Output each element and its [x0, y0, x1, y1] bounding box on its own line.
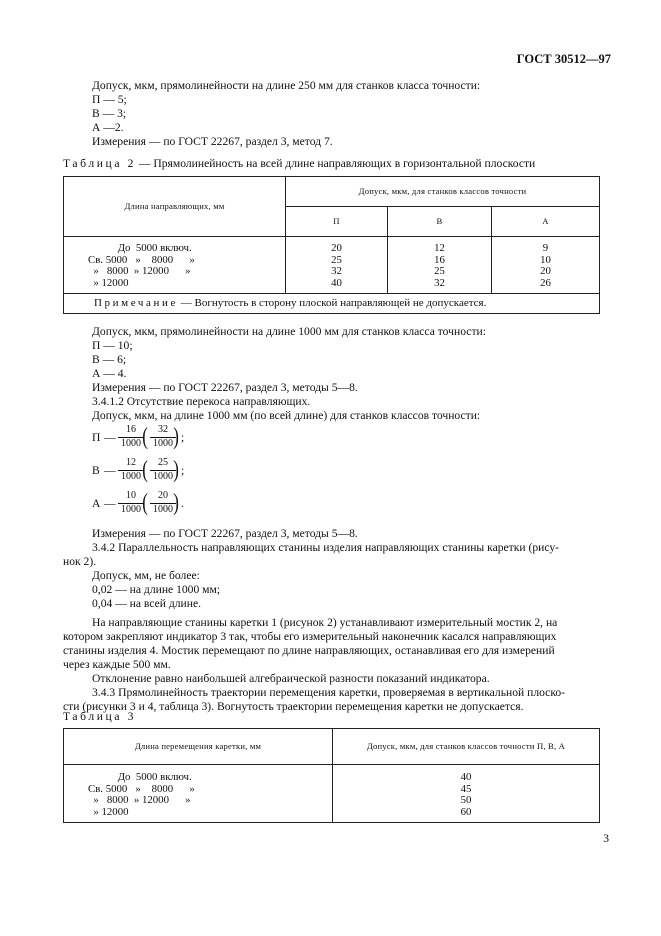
table3-values	[333, 765, 600, 823]
page-number: 3	[603, 832, 609, 845]
table2-class-p: П	[286, 207, 388, 237]
measurement-methods-5-8-repeat: Измерения — по ГОСТ 22267, раздел 3, методы 5—8.	[92, 527, 358, 540]
procedure-line2: котором закрепляют индикатор 3 так, чтобы его измерительный наконечник касался направляющих	[63, 630, 557, 643]
table3-header-length: Длина перемещения каретки, мм	[64, 729, 333, 765]
table2-length-cell	[64, 237, 286, 294]
document-code: ГОСТ 30512—97	[516, 52, 611, 66]
formula-dash: —	[104, 431, 116, 444]
skew-tolerance-intro: Допуск, мкм, на длине 1000 мм (по всей длине) для станков классов точности:	[92, 409, 481, 422]
table2	[63, 176, 600, 314]
table2-note: Примечание — Вогнутость в сторону плоской направляющей не допускается.	[64, 294, 600, 314]
tolerance-1000-intro: Допуск, мкм, прямолинейности на длине 1000 мм для станков класса точности:	[92, 325, 486, 338]
formula-numerator: 10	[126, 490, 136, 501]
parallel-tolerance-full: 0,04 — на всей длине.	[92, 597, 202, 610]
table2-values-a	[492, 237, 600, 294]
formula-denominator: 1000	[121, 504, 141, 515]
tolerance-1000-p: П — 10;	[92, 339, 133, 352]
formula-end: ;	[181, 464, 185, 477]
tolerance-class-p: П — 5;	[92, 93, 127, 106]
table2-values-p	[286, 237, 388, 294]
tolerance-1000-a: А — 4.	[92, 367, 127, 380]
table2-caption: Таблица 2 — Прямолинейность на всей длине направляющих в горизонтальной плоскости	[63, 157, 536, 170]
tolerance-class-a: А —2.	[92, 121, 124, 134]
table-cell: 25	[434, 265, 445, 277]
table-row: Св. 5000 » 8000 »	[88, 782, 195, 795]
formula-letter: В	[92, 464, 100, 477]
table-cell: 12	[434, 242, 445, 254]
formula-numerator: 12	[126, 457, 136, 468]
table-row: До 5000 включ.	[88, 771, 192, 783]
formula-numerator: 25	[158, 457, 168, 468]
procedure-line3: станины изделия 4. Мостик перемещают по длине направляющих, останавливая его для измерений	[63, 644, 555, 657]
table3-header-tolerance: Допуск, мкм, для станков классов точности П, В, А	[333, 729, 600, 765]
table-cell: 25	[331, 253, 342, 266]
formula-dash: —	[104, 497, 116, 510]
formula-denominator: 1000	[121, 471, 141, 482]
procedure-line4: через каждые 500 мм.	[63, 658, 171, 671]
table2-header-length: Длина направляющих, мм	[64, 177, 286, 237]
formula-numerator: 32	[158, 424, 168, 435]
table2-header-tolerance: Допуск, мкм, для станков классов точности	[286, 177, 600, 207]
formula-end: ;	[181, 431, 185, 444]
parallel-tolerance-1000: 0,02 — на длине 1000 мм;	[92, 583, 221, 596]
section-3-4-3-line2: сти (рисунки 3 и 4, таблица 3). Вогнутость траектории перемещения каретки не допускается.	[63, 700, 524, 713]
table-cell: 16	[434, 253, 445, 266]
table-cell: 40	[460, 771, 472, 783]
table-row: » 8000 » 12000 »	[88, 265, 191, 277]
formula-denominator: 1000	[153, 471, 173, 482]
table-cell: 26	[540, 276, 551, 289]
table-cell: 50	[460, 794, 472, 806]
parallel-tolerance-intro: Допуск, мм, не более:	[92, 569, 200, 582]
table-row: » 12000	[88, 805, 129, 818]
table-cell: 32	[331, 265, 342, 277]
section-3-4-1-2: 3.4.1.2 Отсутствие перекоса направляющих.	[92, 395, 311, 408]
section-3-4-2-line1: 3.4.2 Параллельность направляющих станины изделия направляющих станины каретки (рису-	[92, 541, 559, 554]
table-row: » 12000	[88, 276, 129, 289]
formula-numerator: 16	[126, 424, 136, 435]
tolerance-1000-v: В — 6;	[92, 353, 127, 366]
tolerance-250-intro: Допуск, мкм, прямолинейности на длине 250 мм для станков класса точности:	[92, 79, 481, 92]
table2-class-v: В	[388, 207, 492, 237]
table2-class-a: А	[492, 207, 600, 237]
formula-denominator: 1000	[121, 438, 141, 449]
table-cell: 45	[460, 782, 472, 795]
formula-denominator: 1000	[153, 504, 173, 515]
table2-values-v	[388, 237, 492, 294]
table-row: До 5000 включ.	[88, 242, 192, 254]
table3-caption: Таблица 3	[63, 710, 136, 723]
table-cell: 20	[540, 265, 551, 277]
formula-end: .	[181, 497, 184, 510]
table3-length-cell	[64, 765, 333, 823]
table-cell: 10	[540, 253, 551, 266]
table-row: » 8000 » 12000 »	[88, 794, 191, 806]
section-3-4-2-line2: нок 2).	[63, 555, 97, 568]
tolerance-class-v: В — 3;	[92, 107, 127, 120]
table-cell: 20	[331, 242, 342, 254]
formula-letter: П	[92, 431, 101, 444]
formula-letter: А	[92, 497, 101, 510]
measurement-methods-5-8: Измерения — по ГОСТ 22267, раздел 3, методы 5—8.	[92, 381, 358, 394]
formula-denominator: 1000	[153, 438, 173, 449]
table-row: Св. 5000 » 8000 »	[88, 253, 195, 266]
formula-numerator: 20	[158, 490, 168, 501]
deviation-definition: Отклонение равно наибольшей алгебраической разности показаний индикатора.	[92, 672, 490, 685]
formula-dash: —	[104, 464, 116, 477]
measurement-method-7: Измерения — по ГОСТ 22267, раздел 3, метод 7.	[92, 135, 333, 148]
table-cell: 60	[460, 805, 472, 818]
section-3-4-3-line1: 3.4.3 Прямолинейность траектории перемещения каретки, проверяемая в вертикальной плоско-	[92, 686, 566, 699]
procedure-line1: На направляющие станины каретки 1 (рисунок 2) устанавливают измерительный мостик 2, на	[92, 616, 558, 629]
table-cell: 40	[331, 276, 342, 289]
table-cell: 9	[542, 242, 549, 254]
table-cell: 32	[434, 276, 445, 289]
table3	[63, 728, 600, 823]
